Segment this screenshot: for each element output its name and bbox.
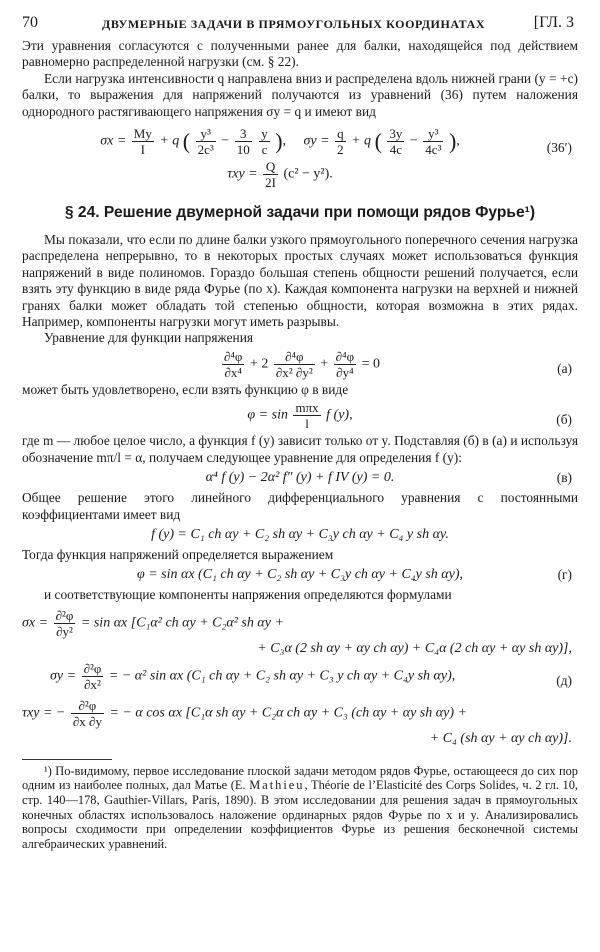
page-number: 70 [22, 14, 38, 31]
eq-gen-body: f (y) = C₁ ch αy + C₂ sh αy + C₃y ch αy + C₄ y sh αy. [151, 526, 449, 542]
frac-sx: $\frac{\text{∂²φ}}{\text{∂y²}}$ [55, 607, 74, 639]
eq-g-body: φ = sin αx (C₁ ch αy + C₂ sh αy + C₃y ch αy + C₄y sh αy), [136, 567, 464, 583]
sigma-y-lhs: σy = [50, 668, 77, 684]
paragraph-4: Уравнение для функции напряжения [44, 330, 254, 346]
sy-lhs: σy = [303, 133, 330, 149]
equation-sigma-x [22, 608, 578, 639]
paragraph-6: где m — любое целое число, а функция f (y) зависит только от y. Подставляя (б) в (а) и используя обозначение mπ/l = α, получаем следующее уравнение для определения f (y): [22, 433, 578, 465]
eq-b-lhs: φ = sin [247, 408, 288, 423]
footnote-text-a: ¹) По-видимому, первое исследование плоской задачи методом рядов Фурье, остающееся до сих пор одним из наиболее полных, дал Матье (E. [22, 763, 578, 793]
frac-y-c: $\frac{y}{c}$ [261, 126, 268, 158]
frac-y3-4c3: $\frac{\text{y³}}{\text{4c³}}$ [425, 126, 442, 158]
footnote-text-b: , Théorie de l’Elasticité des Corps Solides, ч. 2 гл. 10, стр. 140—178, Gauthier-Villars, Paris, 1890). В этом исследовании для решения задач в прямоугольных конечных областях использовалось наложение ординарных рядов Фурье по x и y. Анализировались вопросы сходимости при определении коэффициентов Фурье из решения бесконечной системы алгебраических уравнений. [22, 778, 578, 851]
equation-v [22, 468, 578, 488]
eq-b-rhs: f (y), [326, 408, 353, 423]
book-page [22, 14, 578, 851]
tau-xy-line1: = − α cos αx [C₁α sh αy + C₂α ch αy + C₃ (ch αy + αy sh αy) + [109, 705, 467, 721]
equation-tag-d: (д) [556, 672, 572, 688]
frac-y3-2c3: $\frac{\text{y³}}{\text{2c³}}$ [197, 126, 214, 158]
eq-a-plus2: + 2 [249, 356, 269, 372]
eq-a-rhs: = 0 [361, 356, 381, 372]
footnote [22, 764, 578, 852]
txy-lhs: τxy = [227, 166, 258, 182]
frac-q-2: $\frac{q}{2}$ [337, 126, 344, 158]
paragraph-2: Если нагрузка интенсивности q направлена вниз и распределена вдоль нижней грани (y = +c) балки, то выражения для напряжений получаются из уравнений (36) путем наложения однородного растягивающего напряжения σy = q и имеют вид [22, 70, 578, 119]
equation-b [22, 400, 578, 431]
equation-tag-a: (а) [557, 360, 572, 376]
running-header [22, 14, 578, 38]
footnote-author: Mathieu [249, 778, 305, 793]
equation-a: $\frac{\text{∂⁴φ}}{\text{∂x⁴}}$ + 2 $\frac{\text{∂⁴φ}}{\text{∂x² ∂y²}}$ + $\frac{\text{∂⁴φ}}{\text{∂y⁴}}$ = 0 (а) [223, 348, 572, 380]
sigma-x-line1: = sin αx [C₁α² ch αy + C₂α² sh αy + [80, 615, 284, 631]
tau-xy-lhs: τxy = − [22, 705, 66, 721]
frac-a1: $\frac{\text{∂⁴φ}}{\text{∂x⁴}}$ [223, 348, 243, 380]
eq-v-body: α⁴ f (y) − 2α² f″ (y) + f IV (y) = 0. [205, 470, 395, 486]
equation-tag-g: (г) [557, 567, 572, 583]
frac-q-2i: $\frac{Q}{2I}$ [265, 159, 276, 191]
sx-plus-q: + q [159, 133, 180, 149]
running-title: ДВУМЕРНЫЕ ЗАДАЧИ В ПРЯМОУГОЛЬНЫХ КООРДИНАТАХ [102, 17, 486, 31]
equation-tag-v: (в) [556, 470, 572, 486]
footnote-separator [22, 759, 112, 760]
equation-sigma-x-cont [22, 639, 578, 659]
paragraph-9: и соответствующие компоненты напряжения определяются формулами [44, 587, 452, 603]
tau-xy-line2: + C₄ (sh αy + αy ch αy)]. [429, 730, 572, 746]
equation-tau-xy [22, 698, 578, 729]
equation-tau-xy-cont [22, 729, 578, 749]
sigma-x-line2: + C₃α (2 sh αy + αy ch αy) + C₄α (2 ch αy + αy sh αy)], [257, 640, 572, 656]
paragraph-1: Эти уравнения согласуются с полученными ранее для балки, находящейся под действием равномерно распределенной нагрузки (см. § 22). [22, 38, 578, 70]
sx-lhs: σx = [100, 133, 127, 149]
equation-general [22, 525, 578, 545]
frac-3-10: $\frac{3}{10}$ [236, 126, 250, 158]
frac-a2: $\frac{\text{∂⁴φ}}{\text{∂x² ∂y²}}$ [275, 348, 313, 380]
equation-g [22, 565, 578, 585]
sy-plus-q: + q [351, 133, 372, 149]
chapter-label: [ГЛ. 3 [533, 14, 574, 31]
frac-b: $\frac{\text{mπx}}{l}$ [295, 400, 319, 432]
frac-a3: $\frac{\text{∂⁴φ}}{\text{∂y⁴}}$ [335, 348, 355, 380]
sigma-y-line: = − α² sin αx (C₁ ch αy + C₂ sh αy + C₃ y ch αy + C₄y sh αy), [108, 668, 456, 684]
equation-tag-36-prime: (36′) [546, 140, 572, 156]
sx-minus: − [221, 133, 230, 149]
equation-36-prime: σx = $\frac{My}{I}$ + q ( $\frac{\text{y³}}{\text{2c³}}$ − $\frac{3}{10}$ $\frac{y}{c}$ ), σy = $\frac{q}{2}$ + q ( $\frac{3y}{4c}$ − $\frac{\text{y³}}{\text{4c³}}$ ), (36′) [100, 126, 572, 158]
frac-sy: $\frac{\text{∂²φ}}{\text{∂x²}}$ [83, 660, 102, 692]
equation-sigma-y [22, 661, 578, 692]
txy-rhs: (c² − y²). [283, 166, 333, 182]
paragraph-7: Общее решение этого линейного дифференциального уравнения с постоянными коэффициентами имеет вид [22, 490, 578, 522]
equation-txy [22, 159, 578, 190]
paragraph-8: Тогда функция напряжений определяется выражением [22, 546, 334, 562]
frac-my-i: $\frac{My}{I}$ [133, 126, 152, 158]
paragraph-3: Мы показали, что если по длине балки узкого прямоугольного поперечного сечения нагрузка распределена непрерывно, то в некоторых простых случаях может использоваться функция напряжений в виде полиномов. Гораздо большая степень общности решений получается, если взять эту функцию в виде ряда Фурье (по x). Каждая компонента нагрузки на верхней и нижней гранях балки может обладать той степенью общности, которая возможна в этих рядах. Например, компоненты нагрузки могут иметь разрывы. [22, 232, 578, 330]
sigma-x-lhs: σx = [22, 615, 49, 631]
frac-txy: $\frac{\text{∂²φ}}{\partial x \partial y}$ [72, 697, 102, 729]
equation-tag-b: (б) [556, 412, 572, 428]
section-title: § 24. Решение двумерной задачи при помощи рядов Фурье¹) [64, 204, 536, 222]
paragraph-5: может быть удовлетворено, если взять функцию φ в виде [22, 381, 349, 397]
frac-3y-4c: $\frac{3y}{4c}$ [389, 126, 403, 158]
